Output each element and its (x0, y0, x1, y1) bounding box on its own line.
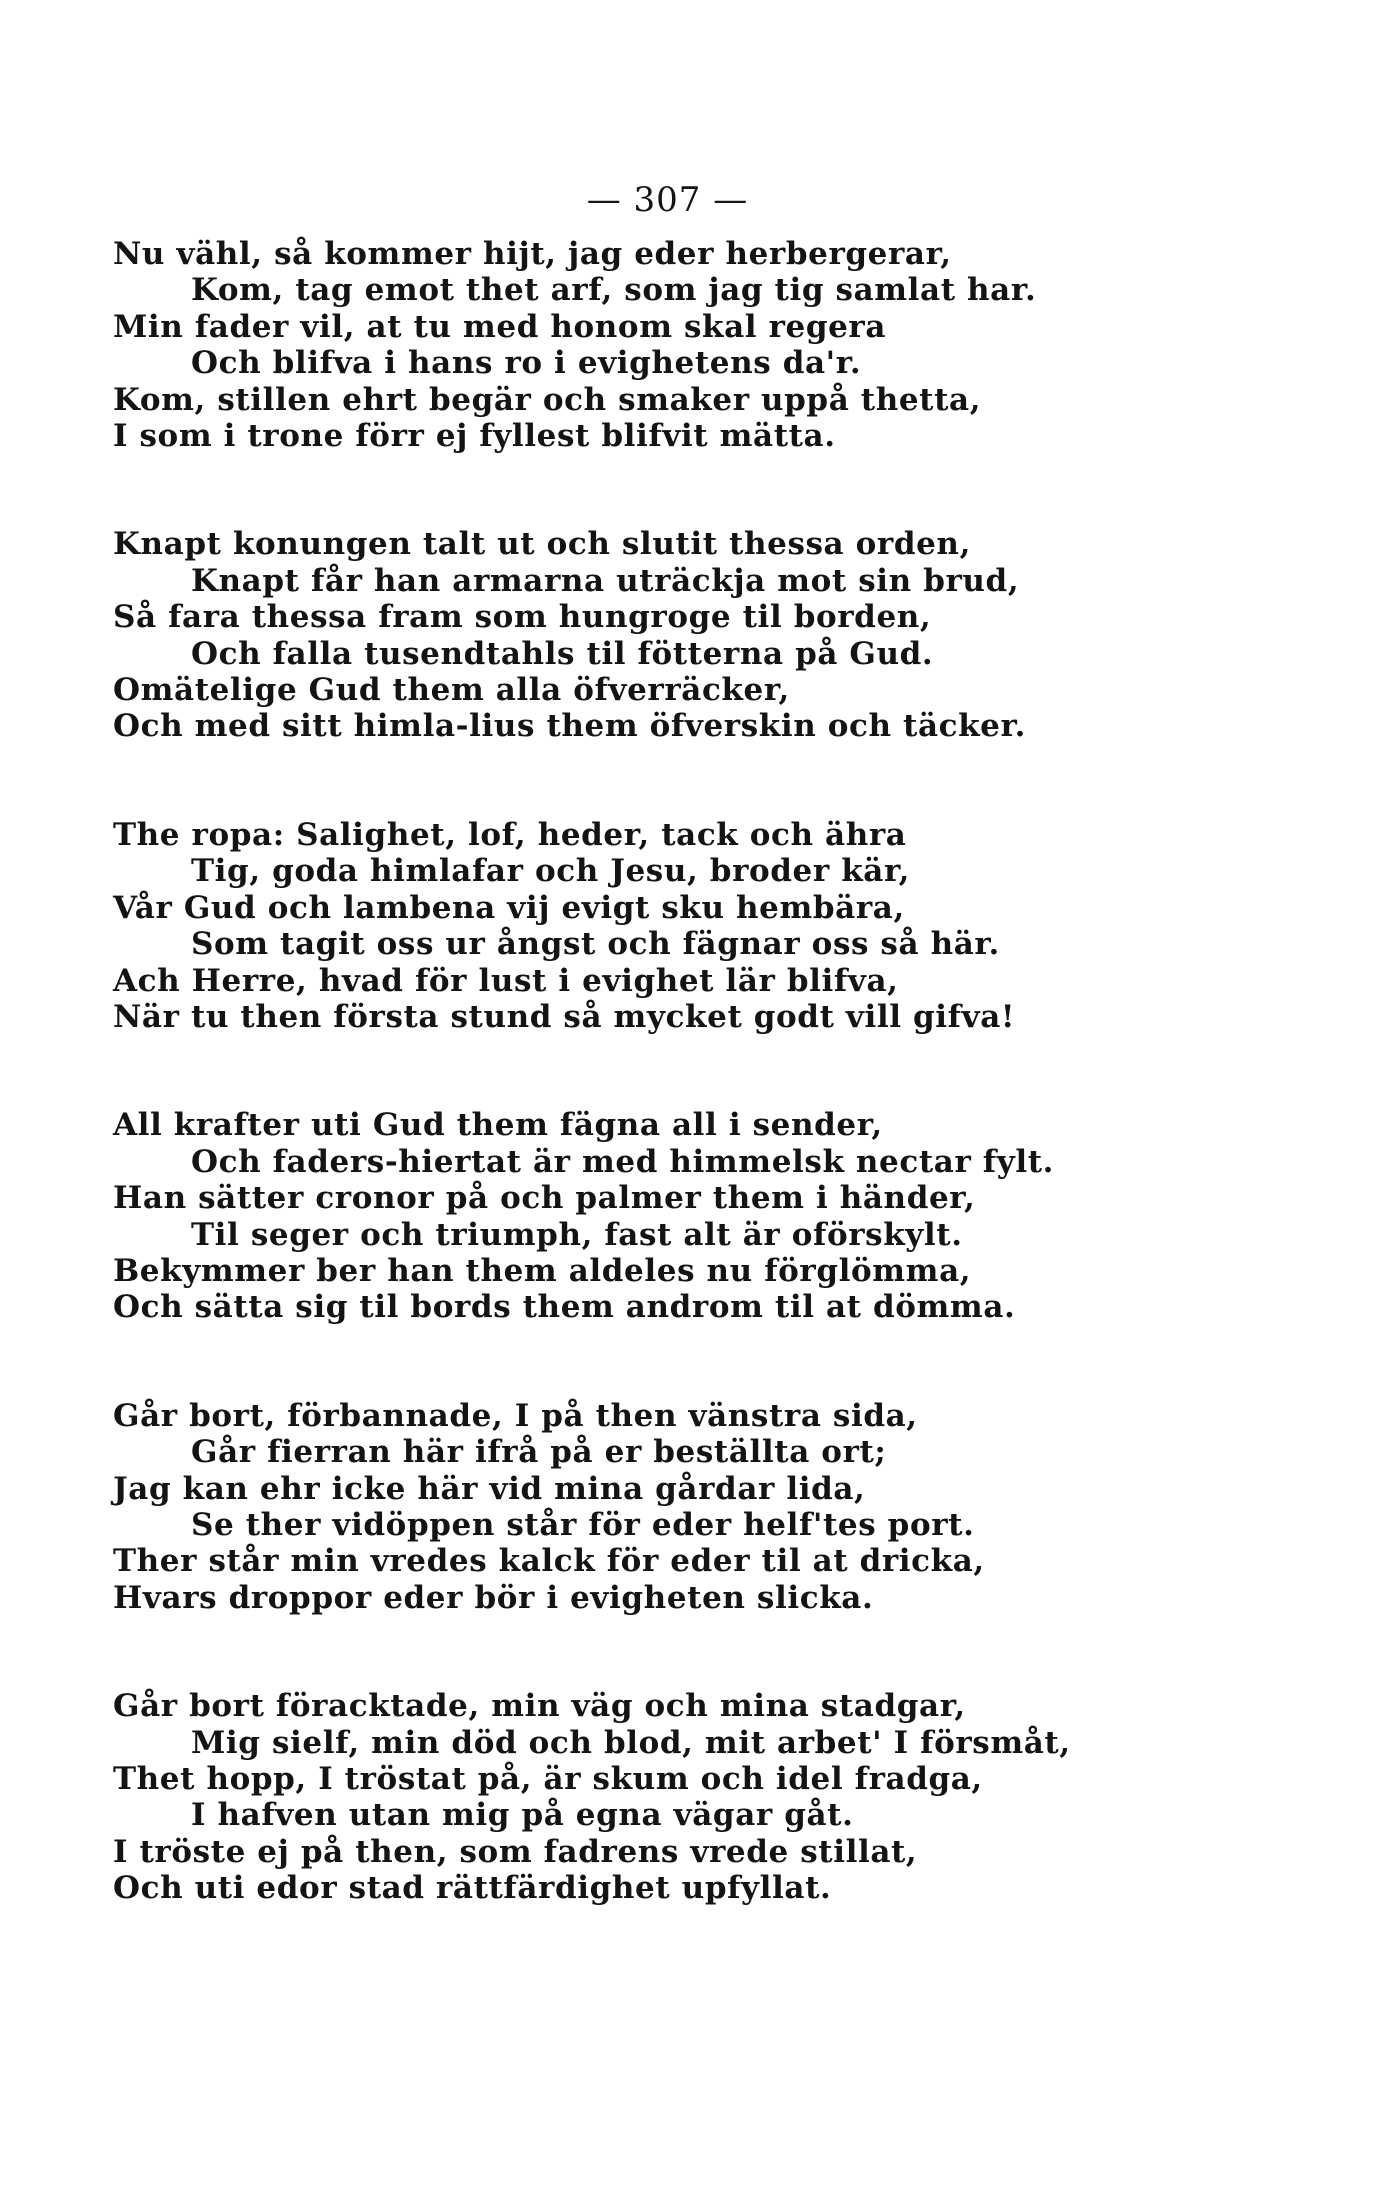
stanza (113, 1688, 1343, 1906)
stanza (113, 1107, 1343, 1325)
verse-line: Hvars droppor eder bör i evigheten slicka. (113, 1579, 874, 1616)
verse-line: Går bort föracktade, min väg och mina stadgar, (113, 1688, 966, 1725)
verse-line: Bekymmer ber han them aldeles nu förglömma, (113, 1252, 972, 1289)
verse-line: Omätelige Gud them alla öfverräcker, (113, 672, 790, 709)
verse-line: Til seger och triumph, fast alt är oförskylt. (191, 1216, 963, 1253)
verse-line: Så fara thessa fram som hungroge til borden, (113, 599, 932, 636)
verse-line: Knapt får han armarna uträckja mot sin brud, (191, 562, 1020, 599)
stanza (113, 1398, 1343, 1616)
verse-line: Går bort, förbannade, I på then vänstra sida, (113, 1397, 918, 1434)
verse-line: När tu then första stund så mycket godt vill gifva! (113, 998, 1016, 1035)
verse-line: Och falla tusendtahls til fötterna på Gud. (191, 635, 934, 672)
verse-line: Nu vähl, så kommer hijt, jag eder herbergerar, (113, 236, 952, 272)
verse-line: Och med sitt himla-lius them öfverskin och täcker. (113, 708, 1026, 745)
verse-line: Kom, stillen ehrt begär och smaker uppå thetta, (113, 381, 982, 418)
verse-line: I som i trone förr ej fyllest blifvit mätta. (113, 418, 836, 455)
stanza (113, 526, 1343, 744)
page-number: — 307 — (586, 180, 749, 220)
verse-line: Mig sielf, min död och blod, mit arbet' I försmåt, (191, 1724, 1071, 1761)
verse-line: Vår Gud och lambena vij evigt sku hembära, (113, 889, 905, 926)
verse-line: Och blifva i hans ro i evighetens da'r. (191, 345, 862, 382)
verse-line: Går fierran här ifrå på er beställta ort; (191, 1434, 887, 1471)
verse-line: Han sätter cronor på och palmer them i händer, (113, 1180, 976, 1217)
stanza (113, 236, 1343, 454)
verse-line: Ther står min vredes kalck för eder til at dricka, (113, 1543, 985, 1580)
verse-line: Och sätta sig til bords them androm til at dömma. (113, 1289, 1016, 1326)
stanza (113, 817, 1343, 1035)
verse-line: All krafter uti Gud them fägna all i sender, (113, 1107, 883, 1144)
verse-line: Och faders-hiertat är med himmelsk nectar fylt. (191, 1143, 1055, 1180)
verse-line: Kom, tag emot thet arf, som jag tig samlat har. (191, 272, 1037, 309)
verse-line: Jag kan ehr icke här vid mina gårdar lida, (113, 1470, 866, 1507)
verse-line: Se ther vidöppen står för eder helf'tes port. (191, 1506, 975, 1543)
verse-line: I hafven utan mig på egna vägar gåt. (191, 1797, 854, 1834)
verse-line: Min fader vil, at tu med honom skal regera (113, 308, 887, 345)
verse-line: The ropa: Salighet, lof, heder, tack och ähra (113, 816, 907, 853)
verse-line: Thet hopp, I tröstat på, är skum och idel fradga, (113, 1761, 983, 1797)
poem (113, 236, 1343, 1979)
verse-line: Som tagit oss ur ångst och fägnar oss så här. (191, 926, 1000, 963)
verse-line: Ach Herre, hvad för lust i evighet lär blifva, (113, 962, 899, 999)
verse-line: Och uti edor stad rättfärdighet upfyllat. (113, 1870, 832, 1907)
verse-line: I tröste ej på then, som fadrens vrede stillat, (113, 1833, 918, 1870)
verse-line: Tig, goda himlafar och Jesu, broder kär, (191, 853, 911, 890)
verse-line: Knapt konungen talt ut och slutit thessa orden, (113, 526, 971, 563)
